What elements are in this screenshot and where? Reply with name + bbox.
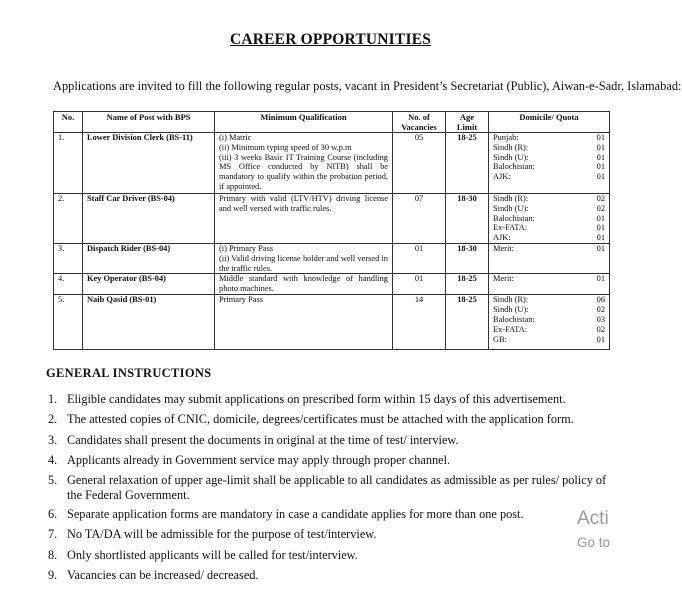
- quota-line: [493, 143, 605, 153]
- instruction-item: [48, 507, 610, 527]
- instruction-number: 9.: [48, 568, 58, 583]
- quota-region: GB:: [493, 334, 507, 344]
- instruction-number: 6.: [48, 507, 58, 522]
- post-name: Staff Car Driver (BS-04): [83, 194, 215, 244]
- header-post: Name of Post with BPS: [83, 112, 215, 133]
- domicile-cell: [489, 295, 610, 350]
- posts-table: [53, 111, 610, 350]
- quota-region: Sindh (U):: [493, 203, 529, 213]
- quota-region: Punjab:: [493, 133, 519, 142]
- quota-count: 02: [596, 203, 605, 213]
- row-number: 5.: [54, 295, 83, 350]
- post-name: Dispatch Rider (BS-04): [83, 243, 215, 273]
- quota-region: Balochistan:: [493, 162, 535, 172]
- quota-region: Ex-FATA:: [493, 324, 528, 334]
- header-vacancies: No. of Vacancies: [393, 112, 446, 133]
- header-age: Age Limit: [446, 112, 489, 133]
- qualification-line: (ii) Valid driving license holder and well versed in the traffic rules.: [219, 253, 388, 273]
- instruction-text: Only shortlisted applicants will be called for test/interview.: [67, 547, 358, 562]
- quota-count: 01: [596, 142, 605, 152]
- qualification-line: Primary with valid (LTV/HTV) driving license and well versed with traffic rules.: [219, 194, 388, 213]
- instruction-text: Candidates shall present the documents in original at the time of test/ interview.: [67, 432, 459, 447]
- row-number: 1.: [54, 133, 83, 194]
- quota-count: 01: [596, 172, 605, 182]
- row-number: 2.: [54, 194, 83, 244]
- quota-line: [493, 204, 605, 214]
- quota-count: 06: [596, 295, 605, 305]
- age-limit: 18-25: [446, 274, 489, 295]
- header-domicile: Domicile/ Quota: [489, 112, 610, 133]
- quota-region: Sindh (U):: [493, 152, 529, 162]
- vacancies-count: 07: [393, 194, 446, 244]
- quota-line: [493, 162, 605, 172]
- qualification-cell: [215, 133, 393, 194]
- quota-count: 02: [596, 194, 605, 203]
- table-header-row: [54, 112, 610, 133]
- watermark-line1: Acti: [577, 508, 609, 529]
- post-name: Naib Qasid (BS-01): [83, 295, 215, 350]
- quota-count: 02: [596, 305, 605, 315]
- instruction-number: 5.: [48, 473, 58, 488]
- quota-region: Merit:: [493, 274, 514, 284]
- quota-line: [493, 153, 605, 163]
- quota-line: [493, 315, 605, 325]
- vacancies-count: 01: [393, 274, 446, 295]
- qualification-line: (i) Matric: [219, 133, 252, 142]
- row-number: 4.: [54, 274, 83, 295]
- header-no: No.: [54, 112, 83, 133]
- instruction-text: Separate application forms are mandatory in case a candidate applies for more than one post.: [67, 507, 524, 522]
- qualification-line: Middle standard with knowledge of handling photo machines.: [219, 274, 388, 294]
- instruction-item: [48, 453, 610, 473]
- qualification-line: (i) Primary Pass: [219, 243, 273, 253]
- table-row: [54, 295, 610, 350]
- instruction-text: Eligible candidates may submit applications on prescribed form within 15 days of this advertisement.: [67, 392, 566, 406]
- quota-region: Sindh (R):: [493, 142, 529, 152]
- domicile-cell: [489, 133, 610, 194]
- page-title: CAREER OPPORTUNITIES: [229, 31, 432, 48]
- qualification-line: (iii) 3 weeks Basic IT Training Course (including MS Office conducted by NITB) shall be mandatory to qualify within the probation period, if appointed.: [219, 152, 388, 191]
- instruction-number: 8.: [48, 547, 58, 562]
- instruction-text: The attested copies of CNIC, domicile, degrees/certificates must be attached with the application form.: [67, 412, 574, 427]
- quota-count: 01: [596, 243, 605, 253]
- qualification-cell: [215, 194, 393, 244]
- quota-count: 01: [596, 334, 605, 344]
- quota-count: 03: [596, 314, 605, 324]
- domicile-cell: [489, 194, 610, 244]
- post-name: Key Operator (BS-04): [83, 274, 215, 295]
- qualification-line: (ii) Minimum typing speed of 30 w.p.m: [219, 142, 352, 152]
- age-limit: 18-25: [446, 133, 489, 194]
- quota-count: 01: [596, 274, 605, 284]
- quota-region: AJK:: [493, 233, 511, 243]
- instructions-list: [48, 392, 610, 588]
- age-limit: 18-25: [446, 295, 489, 350]
- quota-line: [493, 244, 605, 254]
- intro-paragraph: Applications are invited to fill the following regular posts, vacant in President’s Secretariat (Public), Aiwan-e-Sadr, Islamabad:: [53, 79, 682, 93]
- instruction-item: [48, 527, 610, 547]
- header-qualification: Minimum Qualification: [215, 112, 393, 133]
- quota-region: Sindh (U):: [493, 305, 529, 315]
- quota-line: [493, 295, 605, 305]
- qualification-line: Primary Pass: [219, 295, 263, 305]
- quota-count: 01: [596, 233, 605, 243]
- quota-region: Ex-FATA:: [493, 223, 528, 233]
- qualification-cell: [215, 243, 393, 273]
- domicile-cell: [489, 243, 610, 273]
- quota-line: [493, 214, 605, 224]
- quota-line: [493, 335, 605, 345]
- instruction-item: [48, 392, 610, 412]
- instruction-number: 3.: [48, 432, 58, 447]
- instruction-number: 7.: [48, 527, 58, 542]
- instruction-text: General relaxation of upper age-limit shall be applicable to all candidates as admissible as per rules/ policy of the Federal Government.: [67, 473, 607, 503]
- vacancies-count: 01: [393, 243, 446, 273]
- quota-region: Sindh (R):: [493, 295, 529, 305]
- age-limit: 18-30: [446, 194, 489, 244]
- instruction-number: 2.: [48, 412, 58, 427]
- watermark-line2: Go to: [577, 535, 611, 550]
- table-row: [54, 133, 610, 194]
- quota-line: [493, 223, 605, 233]
- instruction-item: [48, 473, 610, 507]
- table-row: [54, 274, 610, 295]
- post-name: Lower Division Clerk (BS-11): [83, 133, 215, 194]
- qualification-cell: [215, 274, 393, 295]
- quota-region: Sindh (R):: [493, 194, 529, 203]
- instruction-text: Applicants already in Government service may apply through proper channel.: [67, 452, 451, 467]
- instruction-item: [48, 548, 610, 568]
- vacancies-count: 14: [393, 295, 446, 350]
- qualification-cell: [215, 295, 393, 350]
- quota-line: [493, 133, 605, 143]
- age-limit: 18-30: [446, 243, 489, 273]
- quota-count: 01: [596, 152, 605, 162]
- instruction-text: Vacancies can be increased/ decreased.: [67, 568, 259, 583]
- quota-line: [493, 172, 605, 182]
- instruction-text: No TA/DA will be admissible for the purpose of test/interview.: [67, 527, 377, 542]
- quota-region: AJK:: [493, 172, 511, 182]
- quota-count: 01: [596, 213, 605, 223]
- quota-region: Balochistan:: [493, 314, 535, 324]
- quota-region: Merit:: [493, 243, 514, 253]
- table-row: [54, 243, 610, 273]
- instruction-number: 1.: [48, 392, 58, 406]
- row-number: 3.: [54, 243, 83, 273]
- quota-line: [493, 233, 605, 243]
- quota-count: 01: [596, 133, 605, 142]
- quota-count: 01: [596, 223, 605, 233]
- quota-line: [493, 194, 605, 204]
- domicile-cell: [489, 274, 610, 295]
- general-instructions-title: GENERAL INSTRUCTIONS: [46, 366, 212, 380]
- instruction-item: [48, 433, 610, 453]
- instruction-item: [48, 568, 610, 588]
- quota-line: [493, 325, 605, 335]
- instruction-item: [48, 412, 610, 432]
- vacancies-count: 05: [393, 133, 446, 194]
- quota-region: Balochistan:: [493, 213, 535, 223]
- quota-line: [493, 274, 605, 284]
- quota-line: [493, 305, 605, 315]
- instruction-number: 4.: [48, 452, 58, 467]
- table-row: [54, 194, 610, 244]
- quota-count: 02: [596, 324, 605, 334]
- quota-count: 01: [596, 162, 605, 172]
